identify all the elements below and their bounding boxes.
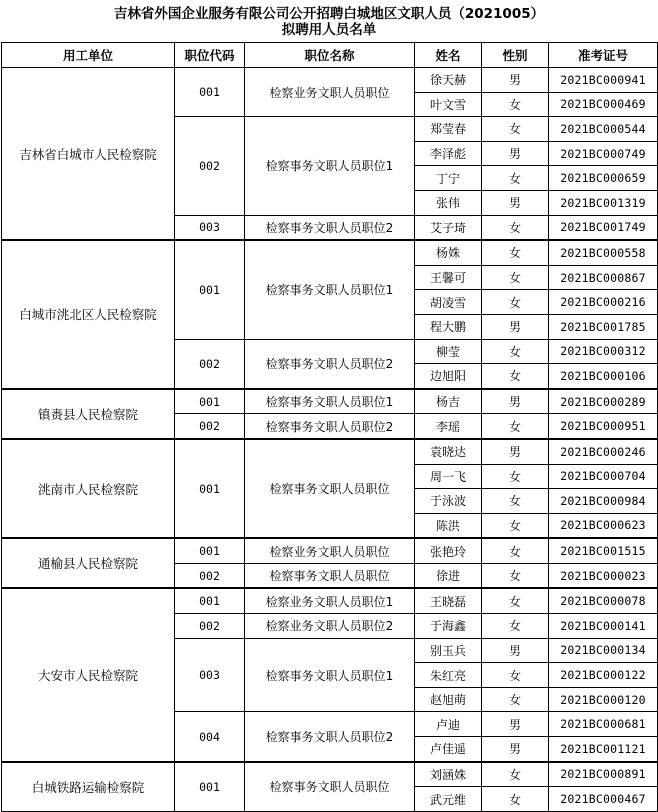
exam-id-cell: 2021BC000134 [549, 638, 658, 663]
gender-cell: 女 [482, 92, 549, 117]
table-row [2, 762, 658, 787]
exam-id-cell: 2021BC000246 [549, 439, 658, 464]
position-code-cell: 001 [175, 762, 245, 812]
person-name-cell: 边旭阳 [415, 364, 482, 389]
gender-cell: 女 [482, 240, 549, 265]
header-unit: 用工单位 [2, 43, 175, 68]
position-title-cell: 检察事务文职人员职位2 [245, 712, 415, 762]
gender-cell: 女 [482, 166, 549, 191]
exam-id-cell: 2021BC000122 [549, 663, 658, 688]
person-name-cell: 丁宁 [415, 166, 482, 191]
unit-cell: 吉林省白城市人民检察院 [2, 68, 175, 241]
hiring-table [1, 42, 658, 812]
person-name-cell: 郑莹春 [415, 117, 482, 142]
gender-cell: 女 [482, 687, 549, 712]
person-name-cell: 张艳玲 [415, 538, 482, 563]
table-row [2, 538, 658, 563]
position-title-cell: 检察业务文职人员职位 [245, 68, 415, 117]
table-row [2, 240, 658, 265]
exam-id-cell: 2021BC000749 [549, 141, 658, 166]
exam-id-cell: 2021BC000704 [549, 464, 658, 489]
gender-cell: 男 [482, 439, 549, 464]
header-gender: 性别 [482, 43, 549, 68]
gender-cell: 女 [482, 614, 549, 639]
position-title-cell: 检察事务文职人员职位1 [245, 117, 415, 215]
header-exam-id: 准考证号 [549, 43, 658, 68]
exam-id-cell: 2021BC001121 [549, 737, 658, 762]
position-code-cell: 001 [175, 68, 245, 117]
gender-cell: 女 [482, 339, 549, 364]
unit-cell: 通榆县人民检察院 [2, 538, 175, 588]
person-name-cell: 武元维 [415, 787, 482, 812]
position-code-cell: 001 [175, 389, 245, 414]
position-title-cell: 检察事务文职人员职位 [245, 563, 415, 588]
position-code-cell: 004 [175, 712, 245, 762]
exam-id-cell: 2021BC000078 [549, 588, 658, 613]
position-code-cell: 001 [175, 538, 245, 563]
gender-cell: 男 [482, 190, 549, 215]
exam-id-cell: 2021BC000891 [549, 762, 658, 787]
position-title-cell: 检察业务文职人员职位 [245, 538, 415, 563]
gender-cell: 男 [482, 712, 549, 737]
person-name-cell: 刘涵姝 [415, 762, 482, 787]
position-code-cell: 002 [175, 414, 245, 439]
header-name: 姓名 [415, 43, 482, 68]
gender-cell: 女 [482, 513, 549, 538]
gender-cell: 女 [482, 265, 549, 290]
gender-cell: 女 [482, 464, 549, 489]
person-name-cell: 袁晓达 [415, 439, 482, 464]
person-name-cell: 王馨可 [415, 265, 482, 290]
position-code-cell: 002 [175, 614, 245, 639]
unit-cell: 白城铁路运输检察院 [2, 762, 175, 812]
position-title-cell: 检察事务文职人员职位2 [245, 339, 415, 389]
position-code-cell: 001 [175, 439, 245, 538]
exam-id-cell: 2021BC000312 [549, 339, 658, 364]
person-name-cell: 李瑶 [415, 414, 482, 439]
person-name-cell: 赵旭萌 [415, 687, 482, 712]
exam-id-cell: 2021BC000289 [549, 389, 658, 414]
exam-id-cell: 2021BC000659 [549, 166, 658, 191]
position-title-cell: 检察业务文职人员职位1 [245, 588, 415, 613]
person-name-cell: 徐进 [415, 563, 482, 588]
gender-cell: 女 [482, 414, 549, 439]
gender-cell: 女 [482, 663, 549, 688]
exam-id-cell: 2021BC000867 [549, 265, 658, 290]
gender-cell: 女 [482, 215, 549, 240]
exam-id-cell: 2021BC000469 [549, 92, 658, 117]
exam-id-cell: 2021BC000984 [549, 489, 658, 514]
person-name-cell: 徐天赫 [415, 68, 482, 93]
unit-cell: 白城市洮北区人民检察院 [2, 240, 175, 389]
person-name-cell: 陈洪 [415, 513, 482, 538]
exam-id-cell: 2021BC000106 [549, 364, 658, 389]
exam-id-cell: 2021BC000941 [549, 68, 658, 93]
person-name-cell: 朱红亮 [415, 663, 482, 688]
gender-cell: 男 [482, 68, 549, 93]
gender-cell: 女 [482, 563, 549, 588]
exam-id-cell: 2021BC000544 [549, 117, 658, 142]
person-name-cell: 李泽彪 [415, 141, 482, 166]
gender-cell: 男 [482, 389, 549, 414]
gender-cell: 女 [482, 117, 549, 142]
person-name-cell: 卢迪 [415, 712, 482, 737]
exam-id-cell: 2021BC000951 [549, 414, 658, 439]
exam-id-cell: 2021BC000558 [549, 240, 658, 265]
exam-id-cell: 2021BC000141 [549, 614, 658, 639]
position-code-cell: 002 [175, 339, 245, 389]
gender-cell: 女 [482, 538, 549, 563]
unit-cell: 大安市人民检察院 [2, 588, 175, 761]
position-title-cell: 检察事务文职人员职位2 [245, 215, 415, 240]
unit-cell: 洮南市人民检察院 [2, 439, 175, 538]
gender-cell: 男 [482, 737, 549, 762]
person-name-cell: 王晓磊 [415, 588, 482, 613]
gender-cell: 女 [482, 787, 549, 812]
title-line-2: 拟聘用人员名单 [281, 22, 377, 38]
exam-id-cell: 2021BC000681 [549, 712, 658, 737]
exam-id-cell: 2021BC001515 [549, 538, 658, 563]
position-code-cell: 003 [175, 215, 245, 240]
exam-id-cell: 2021BC001319 [549, 190, 658, 215]
gender-cell: 女 [482, 489, 549, 514]
exam-id-cell: 2021BC000120 [549, 687, 658, 712]
exam-id-cell: 2021BC001785 [549, 314, 658, 339]
exam-id-cell: 2021BC000623 [549, 513, 658, 538]
title-line-1: 吉林省外国企业服务有限公司公开招聘白城地区文职人员（2021005） [113, 6, 545, 22]
header-row [2, 43, 658, 68]
exam-id-cell: 2021BC000216 [549, 290, 658, 315]
position-code-cell: 001 [175, 588, 245, 613]
position-code-cell: 001 [175, 240, 245, 339]
table-row [2, 68, 658, 93]
person-name-cell: 于海鑫 [415, 614, 482, 639]
table-row [2, 588, 658, 613]
position-code-cell: 002 [175, 117, 245, 215]
gender-cell: 男 [482, 314, 549, 339]
position-title-cell: 检察事务文职人员职位1 [245, 389, 415, 414]
person-name-cell: 胡凌雪 [415, 290, 482, 315]
person-name-cell: 张伟 [415, 190, 482, 215]
position-code-cell: 003 [175, 638, 245, 712]
gender-cell: 男 [482, 638, 549, 663]
exam-id-cell: 2021BC001749 [549, 215, 658, 240]
header-code: 职位代码 [175, 43, 245, 68]
gender-cell: 女 [482, 364, 549, 389]
person-name-cell: 于泳波 [415, 489, 482, 514]
header-position: 职位名称 [245, 43, 415, 68]
table-row [2, 389, 658, 414]
position-title-cell: 检察事务文职人员职位 [245, 762, 415, 812]
person-name-cell: 周一飞 [415, 464, 482, 489]
position-title-cell: 检察事务文职人员职位1 [245, 638, 415, 712]
position-title-cell: 检察事务文职人员职位2 [245, 414, 415, 439]
document-title [0, 0, 658, 42]
person-name-cell: 叶文雪 [415, 92, 482, 117]
person-name-cell: 杨吉 [415, 389, 482, 414]
person-name-cell: 艾子琦 [415, 215, 482, 240]
position-title-cell: 检察事务文职人员职位 [245, 439, 415, 538]
gender-cell: 女 [482, 290, 549, 315]
gender-cell: 男 [482, 141, 549, 166]
position-title-cell: 检察事务文职人员职位1 [245, 240, 415, 339]
person-name-cell: 柳莹 [415, 339, 482, 364]
gender-cell: 女 [482, 588, 549, 613]
gender-cell: 女 [482, 762, 549, 787]
person-name-cell: 程大鹏 [415, 314, 482, 339]
person-name-cell: 杨姝 [415, 240, 482, 265]
person-name-cell: 卢佳遥 [415, 737, 482, 762]
exam-id-cell: 2021BC000023 [549, 563, 658, 588]
person-name-cell: 别玉兵 [415, 638, 482, 663]
position-title-cell: 检察业务文职人员职位2 [245, 614, 415, 639]
unit-cell: 镇赉县人民检察院 [2, 389, 175, 439]
position-code-cell: 002 [175, 563, 245, 588]
exam-id-cell: 2021BC000467 [549, 787, 658, 812]
table-row [2, 439, 658, 464]
